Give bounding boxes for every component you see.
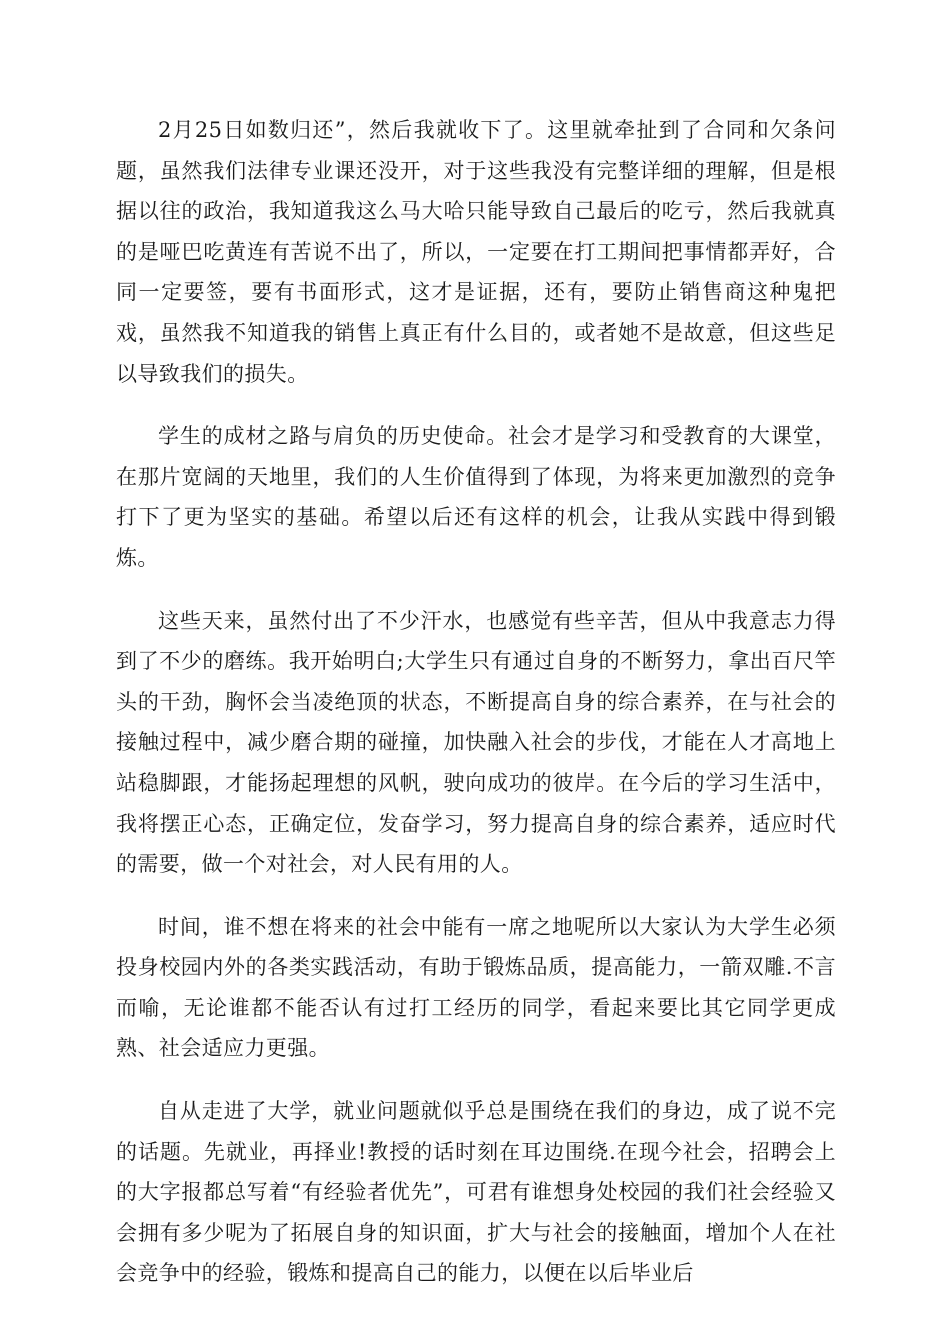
document-body xyxy=(116,110,836,1316)
paragraph-1: 2月25日如数归还”，然后我就收下了。这里就牵扯到了合同和欠条问题，虽然我们法律专业课还没开，对于这些我没有完整详细的理解，但是根据以往的政治，我知道我这么马大哈只能导致自己最后的吃亏，然后我就真的是哑巴吃黄连有苦说不出了，所以，一定要在打工期间把事情都弄好，合同一定要签，要有书面形式，这才是证据，还有，要防止销售商这种鬼把戏，虽然我不知道我的销售上真正有什么目的，或者她不是故意，但这些足以导致我们的损失。 xyxy=(116,118,836,386)
paragraph-4: 时间，谁不想在将来的社会中能有一席之地呢所以大家认为大学生必须投身校园内外的各类实践活动，有助于锻炼品质，提高能力，一箭双雕.不言而喻，无论谁都不能否认有过打工经历的同学，看起来要比其它同学更成熟、社会适应力更强。 xyxy=(116,914,836,1061)
paragraph-2: 学生的成材之路与肩负的历史使命。社会才是学习和受教育的大课堂，在那片宽阔的天地里，我们的人生价值得到了体现，为将来更加激烈的竞争打下了更为坚实的基础。希望以后还有这样的机会，让我从实践中得到锻炼。 xyxy=(116,424,836,570)
paragraph-5: 自从走进了大学，就业问题就似乎总是围绕在我们的身边，成了说不完的话题。先就业，再择业!教授的话时刻在耳边围绕.在现今社会，招聘会上的大字报都总写着“有经验者优先”，可君有谁想身处校园的我们社会经验又会拥有多少呢为了拓展自身的知识面，扩大与社会的接触面，增加个人在社会竞争中的经验，锻炼和提高自己的能力，以便在以后毕业后 xyxy=(116,1099,836,1286)
paragraph-3: 这些天来，虽然付出了不少汗水，也感觉有些辛苦，但从中我意志力得到了不少的磨练。我开始明白;大学生只有通过自身的不断努力，拿出百尺竿头的干劲，胸怀会当凌绝顶的状态，不断提高自身的综合素养，在与社会的接触过程中，减少磨合期的碰撞，加快融入社会的步伐，才能在人才高地上站稳脚跟，才能扬起理想的风帆，驶向成功的彼岸。在今后的学习生活中，我将摆正心态，正确定位，发奋学习，努力提高自身的综合素养，适应时代的需要，做一个对社会，对人民有用的人。 xyxy=(116,608,836,877)
